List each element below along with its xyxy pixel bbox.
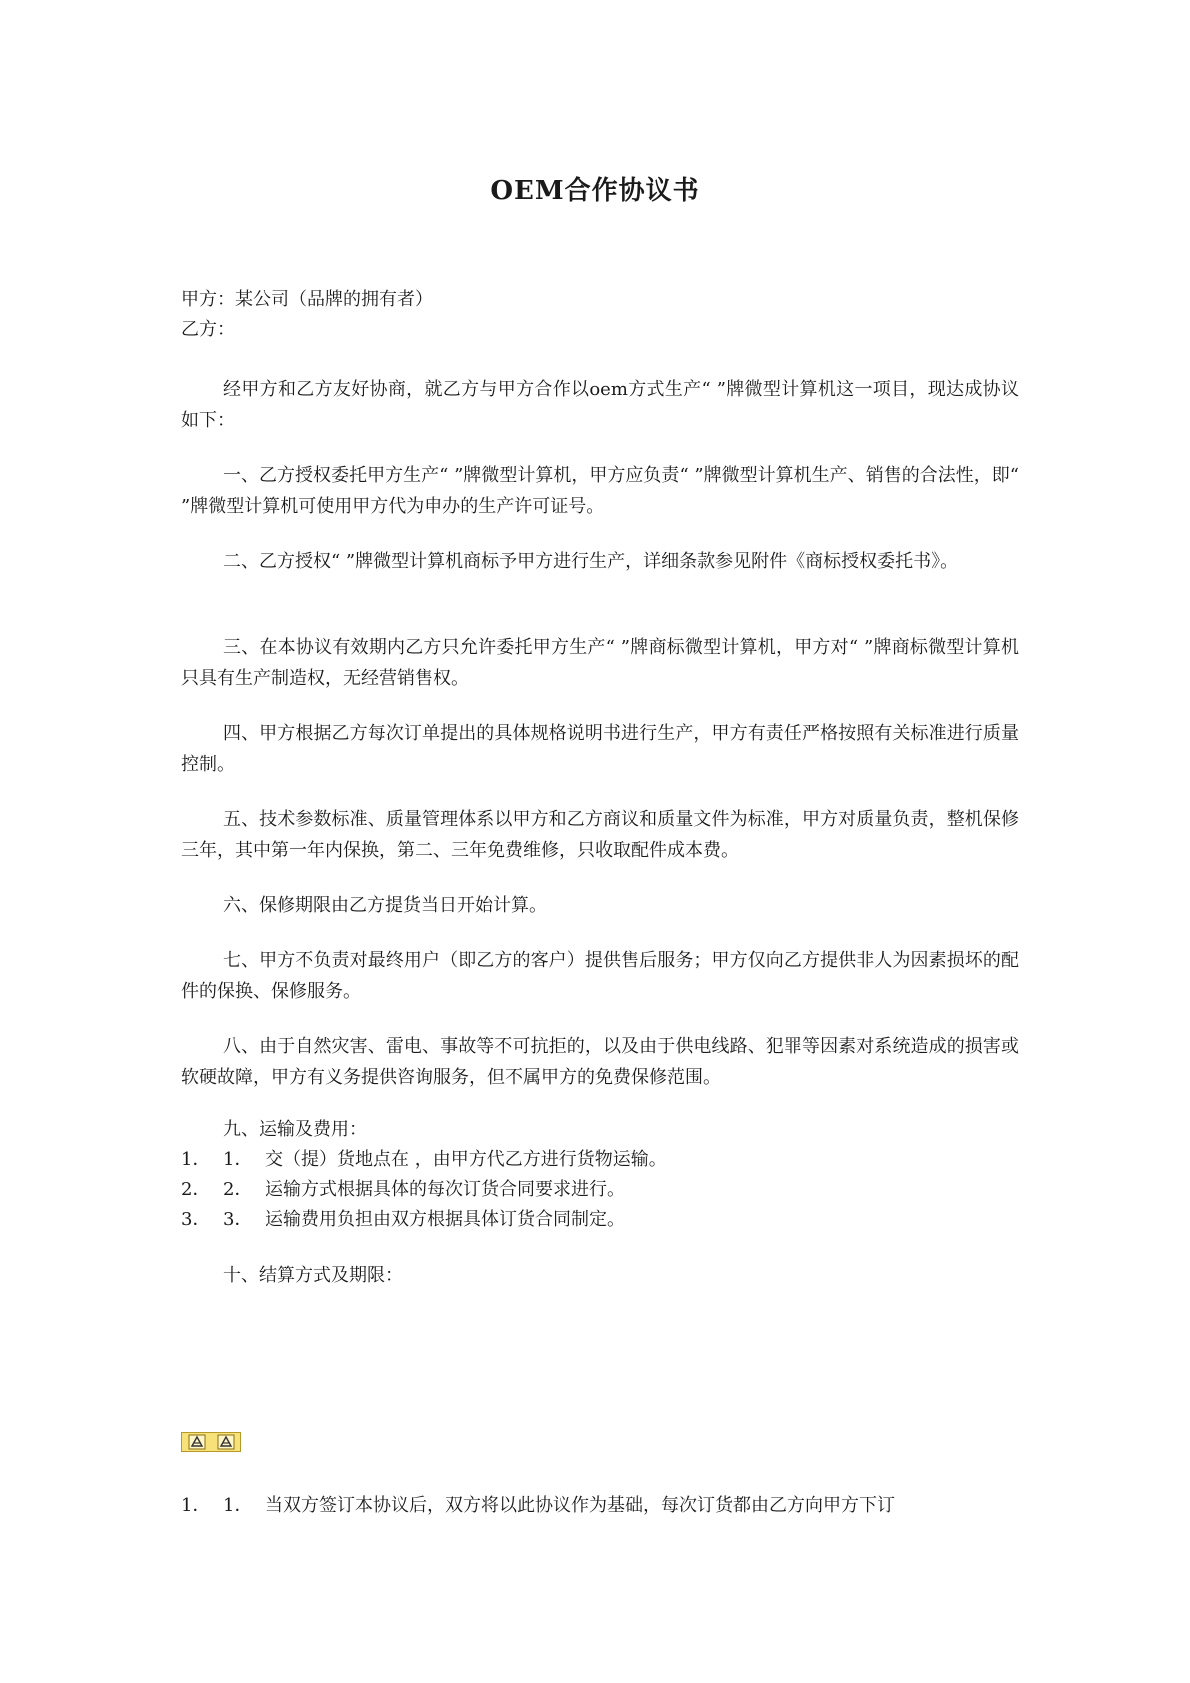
clause-text: 二、乙方授权“ ”牌微型计算机商标予甲方进行生产，详细条款参见附件《商标授权委托书》。: [223, 551, 959, 572]
clause-10-heading: 十、结算方式及期限：: [223, 1265, 403, 1286]
clause-text: 四、甲方根据乙方每次订单提出的具体规格说明书进行生产，甲方有责任严格按照有关标准进行质量控制。: [181, 723, 1019, 775]
clause-text: 七、甲方不负责对最终用户（即乙方的客户）提供售后服务；甲方仅向乙方提供非人为因素损坏的配件的保换、保修服务。: [181, 950, 1019, 1002]
list-number: 1．: [223, 1149, 253, 1170]
clause-2: [181, 546, 1019, 577]
party-b: 乙方：: [181, 319, 235, 340]
list-number: 1．: [181, 1149, 211, 1170]
list-item: [181, 1494, 895, 1518]
list-number: 2．: [223, 1179, 253, 1200]
list-number: 3．: [181, 1209, 211, 1230]
list-text: 当双方签订本协议后，双方将以此协议作为基础，每次订货都由乙方向甲方下订: [265, 1495, 895, 1516]
intro-text: 经甲方和乙方友好协商，就乙方与甲方合作以oem方式生产“ ”牌微型计算机这一项目，现达成协议如下：: [181, 379, 1019, 431]
document-title: OEM合作协议书: [490, 176, 700, 206]
clause-text: 五、技术参数标准、质量管理体系以甲方和乙方商议和质量文件为标准，甲方对质量负责，整机保修三年，其中第一年内保换，第二、三年免费维修，只收取配件成本费。: [181, 809, 1019, 861]
clause-text: 一、乙方授权委托甲方生产“ ”牌微型计算机，甲方应负责“ ”牌微型计算机生产、销售的合法性，即“ ”牌微型计算机可使用甲方代为申办的生产许可证号。: [181, 465, 1019, 517]
clause-text: 八、由于自然灾害、雷电、事故等不可抗拒的，以及由于供电线路、犯罪等因素对系统造成的损害或软硬故障，甲方有义务提供咨询服务，但不属甲方的免费保修范围。: [181, 1036, 1019, 1088]
list-number: 2．: [181, 1179, 211, 1200]
list-text: 运输费用负担由双方根据具体订货合同制定。: [265, 1209, 625, 1230]
intro-paragraph: [181, 374, 1019, 436]
clause-9-heading: 九、运输及费用：: [223, 1119, 367, 1140]
embedded-object-strip[interactable]: [181, 1432, 241, 1452]
list-text: 交（提）货地点在 ，由甲方代乙方进行货物运输。: [265, 1149, 667, 1170]
object-icon[interactable]: [188, 1434, 206, 1450]
list-number: 1．: [223, 1495, 253, 1516]
list-item: [181, 1208, 625, 1232]
clause-7: [181, 945, 1019, 1007]
list-number: 1．: [181, 1495, 211, 1516]
clause-4: [181, 718, 1019, 780]
object-icon[interactable]: [217, 1434, 235, 1450]
clause-text: 六、保修期限由乙方提货当日开始计算。: [223, 895, 547, 916]
party-a: 甲方：某公司（品牌的拥有者）: [181, 289, 433, 310]
clause-6: [181, 890, 1019, 921]
list-text: 运输方式根据具体的每次订货合同要求进行。: [265, 1179, 625, 1200]
clause-3: [181, 632, 1019, 694]
clause-1: [181, 460, 1019, 522]
list-item: [181, 1148, 667, 1172]
clause-5: [181, 804, 1019, 866]
clause-text: 三、在本协议有效期内乙方只允许委托甲方生产“ ”牌商标微型计算机，甲方对“ ”牌商标微型计算机只具有生产制造权，无经营销售权。: [181, 637, 1019, 689]
list-number: 3．: [223, 1209, 253, 1230]
clause-8: [181, 1031, 1019, 1093]
list-item: [181, 1178, 625, 1202]
